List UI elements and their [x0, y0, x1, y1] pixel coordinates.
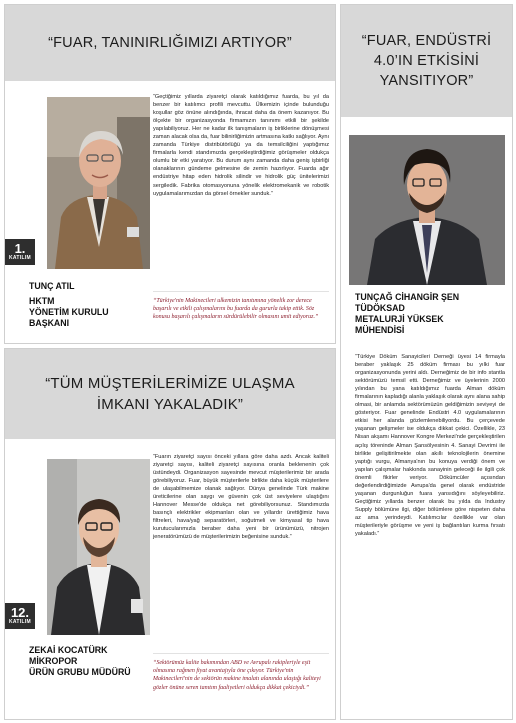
person-name: TUNÇAĞ CİHANGİR ŞEN [355, 292, 460, 302]
interview-panel-tuncag-cihangir-sen [340, 4, 513, 720]
company-name: MİKROPOR [29, 656, 78, 666]
company-name: TÜDÖKSAD [355, 303, 405, 313]
pull-quote: “Türkiye'nin Makinecileri ulkemizin tanıtımına yönelik zor derece başarılı ve etkili çalışmalarını bu fuarda da gururla takip ettik. Söz konusu başarılı çalışmaların sürdürülebilir olmasını umit ediyoruz.” [153, 291, 329, 322]
badge-number: 1. [14, 241, 26, 256]
person-name-block [29, 645, 154, 678]
participation-badge [5, 239, 35, 265]
interview-body-text: “Geçtiğimiz yıllarda ziyaretçi olarak katıldığımız fuarda, bu yıl da benzer bir katılımcı profili mevcuttu. Ülkemizin içinde bulunduğu koşullar göz önüne alındığında, ihracat daha da önem kazanıyor. Bu ölçekte bir organizasyonda firmamızın tanınımı etkili bir şekilde yapılabiliyoruz. Her ne kadar ilk tanışmaların iş birliklerine dönüşmesi zaman alacak olsa da, fuar bilinirliğimizin artmasına katkı sağlıyor. Aynı zamanda Türkiye distribütörlüğü ya da temsilciliğini yaptığımız firmalarla kendi standımızda gerçekleştirdiğimiz görüşmeler oldukça olumlu bir etki yaratıyor. Bu durum aynı zamanda daha geniş işbirliği olanaklarının gündeme gelmesine de zemin hazırlıyor. Fuarda ağır endüstriye hitap eden hidrolik silindir ve hidrolik güç ünitelerimizi sergiledik. Fabrika otomasyonuna yönelik elektromekanik ve robotik uygulamalarımızdan da görsel örnekler sunduk.” [153, 94, 329, 197]
job-title-line1: METALURJİ YÜKSEK [355, 314, 444, 324]
job-title-line2: MÜHENDİSİ [355, 325, 405, 335]
person-name: ZEKAİ KOCATÜRK [29, 645, 108, 655]
portrait-photo-zekai-kocaturk [47, 459, 150, 635]
company-name: HKTM [29, 296, 55, 306]
interview-panel-zekai-kocaturk [4, 348, 336, 720]
pull-quote: “Sektörümüz kalite bakımından ABD ve Avrupalı rakipleriyle eşit olmasına rağmen fiyat avantajıyla öne çıkıyor. Türkiye'nin Makinecileri'nin de sektörün makine imalatı alanında ulaştığı kaliteyi gözler önüne seren tanıtım faaliyetleri oldukça dikkat çekiciydi.” [153, 653, 329, 692]
job-title: ÜRÜN GRUBU MÜDÜRÜ [29, 667, 131, 677]
badge-label: KATILIM [8, 619, 31, 625]
badge-label: KATILIM [8, 255, 31, 261]
panel-title: “FUAR, ENDÜSTRİ 4.0’IN ETKİSİNİ YANSITIYOR” [341, 5, 512, 117]
job-title-line1: YÖNETİM KURULU [29, 307, 109, 317]
person-name-block [355, 292, 505, 336]
badge-number: 12. [10, 605, 30, 620]
portrait-photo-tuncag-sen [349, 135, 505, 285]
panel-title: “FUAR, TANINIRLIĞIMIZI ARTIYOR” [5, 5, 335, 81]
panel-title: “TÜM MÜŞTERİLERİMİZE ULAŞMA İMKANI YAKALADIK” [5, 349, 335, 439]
person-name-block [29, 281, 154, 329]
interview-body-text: “Türkiye Döküm Sanayicileri Derneği üyesi 14 firmayla beraber yaklaşık 25 döküm firması bu yılki fuar organizasyonunda yerini aldı. Derneğimiz de bir info stantla sektörümüzü temsil etti. Derneğimiz ve üyelerinin 2000 yılından bu yana katıldığımız fuarda Alman döküm firmalarının kapladığı alanla yaklaşık olarak aynı alana sahip olmasi, bir anlamda sektörümüzün geldiğimizin seviyeyi de gösteriyor. Fuar genelinde Endüstri 4.0 uygulamalarının etkisi her alanda gözlemlenebiliyordu. Bu çerçevede yaşanan gelişmeler ise oldukça dikkat çekici. Özellikle, 23 Nisan akşamı Hannover Kongre Merkezi'nde gerçekleştirilen açılış töreninde Alman Şansölyesinin 4. Sanayi Devrimi ile birlikte gelişitirilmekte olan akıllı teknolojilerin önemine yaptığı vurgu, Almanya'nın bu konuya verdiği önem ve yapılan çalışmalar hakkında sanayinin geleceği ile ilgili çok önemli fikirler veriyor. Dökümcüler açısından değerlendirdiğimizde Avrupa'da genel olarak endüstride yaşanan durgunluğun fuara yansıdığını söyleyebiliriz. Geçtiğimiz yıllarda benzer olarak bu yılda da Industry Supply bölümüne ilgi, diğer bölümlere göre nispeten daha az ama yerindeydi. Katılımcılar özellikle var olan müşterileriyle görüşme ve yeni iş bağlantıları kurma fırsatı yakaladı.” [355, 354, 505, 538]
portrait-photo-tunc-atil [47, 97, 150, 269]
interview-panel-tunc-atil [4, 4, 336, 344]
interview-body-text: “Fuarın ziyaretçi sayısı önceki yıllara göre daha azdı. Ancak kaliteli ziyaretçi sayısı, kaliteli ziyaretçi sayısına oranla beklenenin çok üstündeydi. Organizasyon sayesinde mevcut müşterilerimiz bir arada görebiliyoruz. Fuar, büyük müşterilerle birlikte daha küçük müşterilere de ulaşabilmemize olanak sağlıyor. Dünya genelinde Türk makine üreticilerine olan saygı ve güvenin çok üst seviyelere ulaştığını Hannover Messe'de oldukça net görebiliyorsunuz. Standımızda basınçlı elektrikler ekipmanları olan ve yıllardır ürettiğimiz hava filtreleri, hava/yağ separatörleri, soğutmeli ve kimyasal tip hava kurutucularımızla beraber daha yeni bir ürünümüzü, nitrojen jeneratörümüzü de müşterilerimizin beğenisine sunduk.” [153, 454, 329, 541]
person-name: TUNÇ ATIL [29, 281, 75, 291]
job-title-line2: BAŞKANI [29, 318, 70, 328]
participation-badge [5, 603, 35, 629]
